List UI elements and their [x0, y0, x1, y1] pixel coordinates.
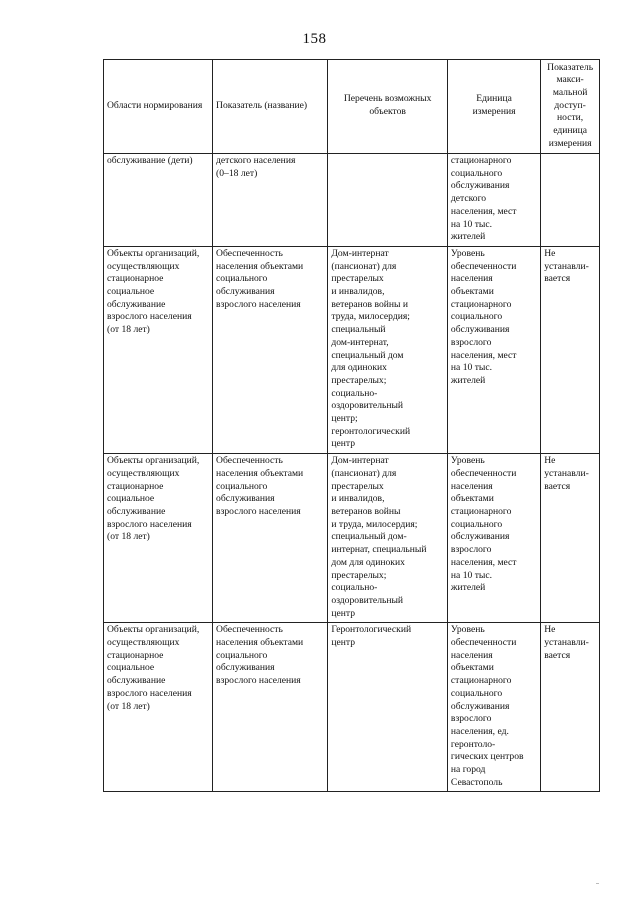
- table-cell: [541, 154, 600, 247]
- table-cell: Обеспеченность населения объектами социального обслуживания взрослого населения: [213, 454, 328, 623]
- table-row: [104, 246, 600, 453]
- header-cell-unit: Единица измерения: [447, 60, 540, 154]
- header-cell-accessibility: Показатель макси- мальной доступ- ности, единица измерения: [541, 60, 600, 154]
- table-cell: Объекты организаций, осуществляющих стационарное социальное обслуживание взрослого населения (от 18 лет): [104, 623, 213, 792]
- table-cell: Не устанавли- вается: [541, 454, 600, 623]
- table-cell: Дом-интернат (пансионат) для престарелых и инвалидов, ветеранов войны и труда, милосердия; специальный дом- интернат, специальный дом для одиноких престарелых; социально- оздоровительный центр: [328, 454, 448, 623]
- table-cell: Уровень обеспеченности населения объектами стационарного социального обслуживания взрослого населения, мест на 10 тыс. жителей: [447, 246, 540, 453]
- table-cell: Дом-интернат (пансионат) для престарелых и инвалидов, ветеранов войны и труда, милосердия; специальный дом-интернат, специальный дом для одиноких престарелых; социально- оздоровительный центр; геронтологический центр: [328, 246, 448, 453]
- table-row: [104, 454, 600, 623]
- table-cell: Уровень обеспеченности населения объектами стационарного социального обслуживания взрослого населения, ед. геронтоло- гических центров на город Севастополь: [447, 623, 540, 792]
- table-cell: Обеспеченность населения объектами социального обслуживания взрослого населения: [213, 623, 328, 792]
- table-cell: детского населения (0–18 лет): [213, 154, 328, 247]
- table-cell: [328, 154, 448, 247]
- norms-table: [103, 59, 600, 792]
- table-cell: Уровень обеспеченности населения объектами стационарного социального обслуживания взрослого населения, мест на 10 тыс. жителей: [447, 454, 540, 623]
- table-row: [104, 623, 600, 792]
- table-cell: Геронтологический центр: [328, 623, 448, 792]
- table-cell: Объекты организаций, осуществляющих стационарное социальное обслуживание взрослого населения (от 18 лет): [104, 454, 213, 623]
- table-cell: Не устанавли- вается: [541, 623, 600, 792]
- table-cell: Не устанавли- вается: [541, 246, 600, 453]
- scan-speck: [596, 883, 599, 884]
- header-cell-indicator: Показатель (название): [213, 60, 328, 154]
- header-cell-objects: Перечень возможных объектов: [328, 60, 448, 154]
- header-cell-area: Области нормирования: [104, 60, 213, 154]
- table-header-row: [104, 60, 600, 154]
- table-cell: Объекты организаций, осуществляющих стационарное социальное обслуживание взрослого населения (от 18 лет): [104, 246, 213, 453]
- table-cell: обслуживание (дети): [104, 154, 213, 247]
- table-cell: стационарного социального обслуживания детского населения, мест на 10 тыс. жителей: [447, 154, 540, 247]
- page-number: 158: [302, 31, 327, 47]
- table-cell: Обеспеченность населения объектами социального обслуживания взрослого населения: [213, 246, 328, 453]
- table-row: [104, 154, 600, 247]
